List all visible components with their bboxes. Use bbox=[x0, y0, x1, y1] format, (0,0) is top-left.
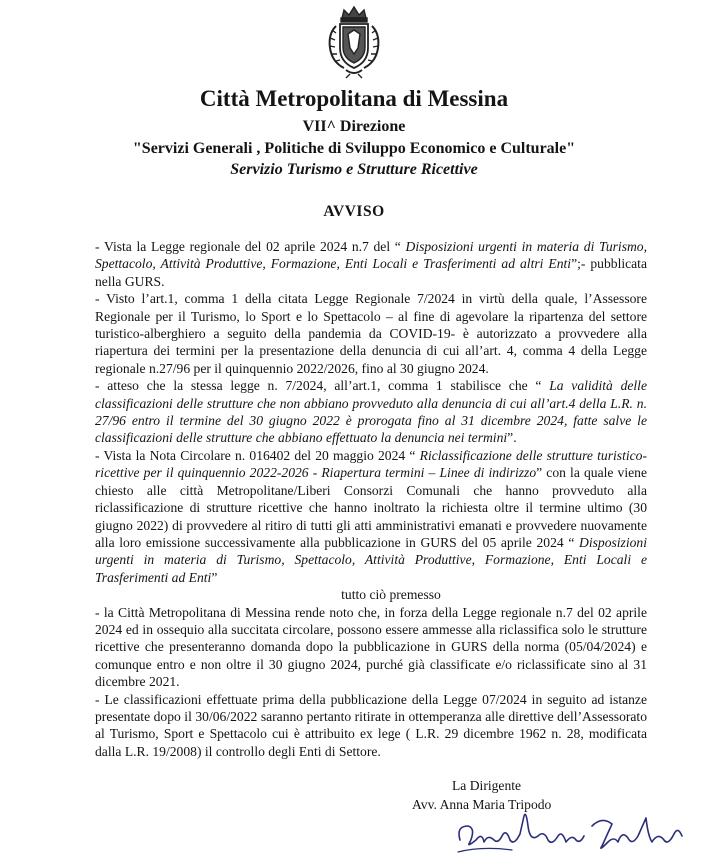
paragraph-text: ” con la quale viene chiesto alle città Metropolitane/Liberi Consorzi Comunali che hanno provveduto alla riclassificazione di strutture ricettive che hanno inoltrato la richiesta oltre il termine ultimo (30 giugno 2022) di provvedere al ritiro di tutti gli atti amministrativi emanati e provvedere nuovamente alla loro emissione successivamente alla pubblicazione in GURS del 05 aprile 2024 “ bbox=[95, 465, 647, 550]
notice-body bbox=[95, 238, 647, 760]
paragraph-nota-circolare bbox=[95, 447, 647, 586]
law-title-quote: Disposizioni urgenti in materia di Turismo, Spettacolo, Attività Produttive, Formazione, Enti Locali e Trasferimenti ad altri Enti bbox=[95, 239, 647, 272]
direction-heading: VII^ Direzione bbox=[302, 118, 406, 135]
paragraph-text: - atteso che la stessa legge n. 7/2024, all’art.1, comma 1 stabilisce che “ bbox=[95, 378, 542, 394]
paragraph-text: ”. bbox=[507, 430, 517, 446]
paragraph-text: - Vista la Nota Circolare n. 016402 del 20 maggio 2024 “ bbox=[95, 447, 416, 463]
paragraph-art1: - Visto l’art.1, comma 1 della citata Legge Regionale 7/2024 in virtù della quale, l’Assessore Regionale per il Turismo, lo Sport e lo Spettacolo – al fine di agevolare la ripartenza del settore turistico-alberghiero a seguito della pandemia da COVID-19- è autorizzato a provvedere alla riapertura dei termini per la presentazione della denuncia di cui all’art. 4, comma 4 della Legge regionale n.27/96 per il quinquennio 2022/2026, fino al 30 giugno 2024. bbox=[95, 291, 647, 376]
coat-of-arms-icon bbox=[322, 4, 386, 80]
signatory-role: La Dirigente bbox=[452, 778, 522, 793]
paragraph-classificazioni: - Le classificazioni effettuate prima della pubblicazione della Legge 07/2024 in seguito ad istanze presentate dopo il 30/06/2022 saranno pertanto ritirate in ottemperanza alle direttive dell’Assessorato al Turismo, Sport e Spettacolo cui è attribuito ex lege ( L.R. 29 dicembre 1962 n. 28, modificata dalla L.R. 19/2008) il controllo degli Enti di Settore. bbox=[95, 691, 647, 759]
paragraph-atteso bbox=[95, 377, 647, 447]
premesso-line: tutto ciò premesso bbox=[341, 587, 441, 603]
law-quote: La validità delle classificazioni delle strutture che non abbiano provveduto alla denuncia di cui all’art.4 della L.R. n. 27/96 entro il termine del 30 giugno 2022 è prorogata fino al 31 dicembre 2024, fatte salve le classificazioni delle strutture che abbiano effettuato la denuncia nei termini bbox=[95, 378, 647, 446]
circular-title-quote: Riclassificazione delle strutture turistico-ricettive per il quinquennio 2022-2026 - Riapertura termini – Linee di indirizzo bbox=[95, 447, 647, 481]
subservice-heading: Servizio Turismo e Strutture Ricettive bbox=[230, 161, 478, 178]
handwritten-signature bbox=[452, 796, 692, 858]
paragraph-legge-regionale bbox=[95, 238, 647, 290]
paragraph-rende-noto: - la Città Metropolitana di Messina rende noto che, in forza della Legge regionale n.7 del 02 aprile 2024 ed in ossequio alla succitata circolare, possono essere ammesse alla riclassifica solo le strutture ricettive che presenteranno domanda dopo la pubblicazione in GURS della norma (05/04/2024) e comunque entro e non oltre il 30 giugno 2024, purché già classificate e/o riclassificate sino al 31 dicembre 2021. bbox=[95, 604, 647, 690]
issuer-title: Città Metropolitana di Messina bbox=[199, 86, 509, 111]
law-title-quote: Disposizioni urgenti in materia di Turismo, Spettacolo, Attività Produttive, Formazione, Enti Locali e Trasferimenti ad Enti bbox=[95, 534, 647, 585]
paragraph-text: - Vista la Legge regionale del 02 aprile 2024 n.7 del “ bbox=[95, 239, 401, 254]
paragraph-text: ” bbox=[211, 569, 218, 585]
signatory-name: Avv. Anna Maria Tripodo bbox=[412, 797, 552, 812]
service-heading: "Servizi Generali , Politiche di Sviluppo Economico e Culturale" bbox=[132, 140, 576, 157]
paragraph-text: ”;- pubblicata nella GURS. bbox=[95, 256, 647, 289]
notice-title: AVVISO bbox=[323, 203, 385, 220]
